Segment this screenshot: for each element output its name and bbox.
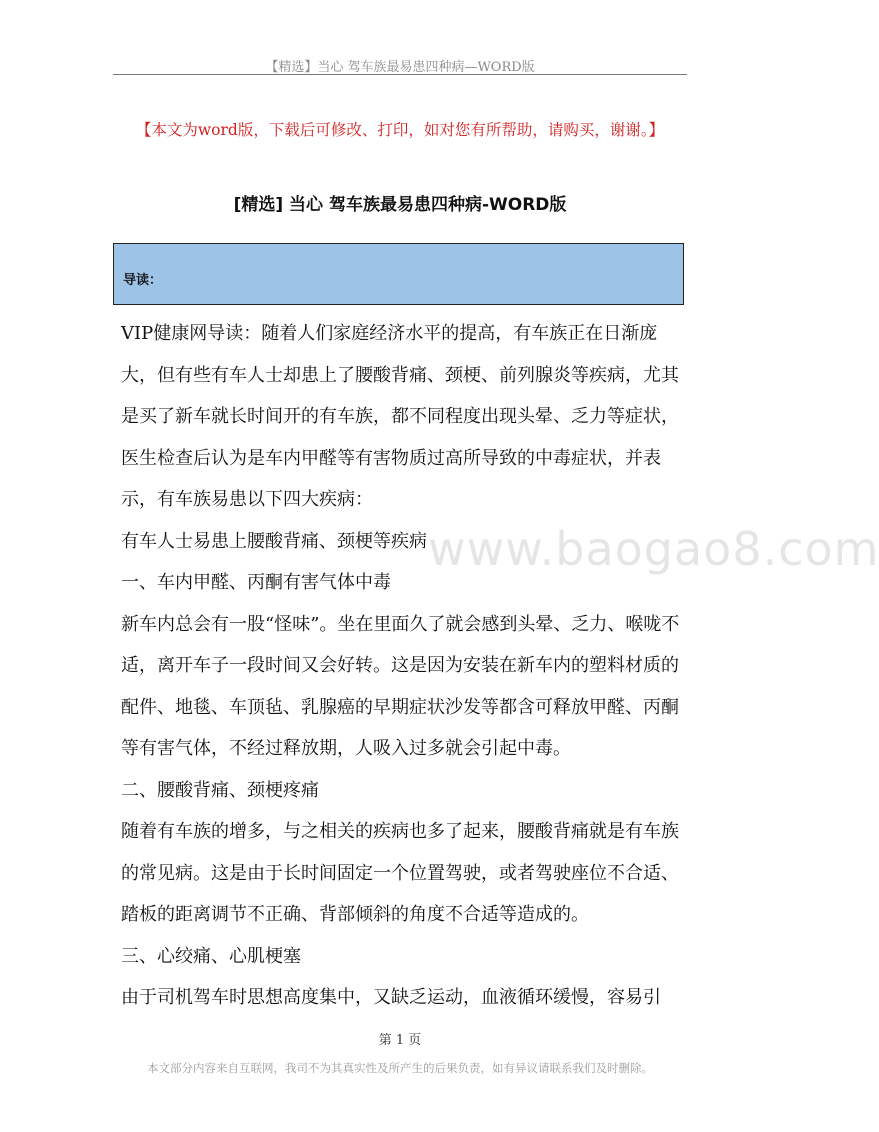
document-title: [精选] 当心 驾车族最易患四种病-WORD版: [233, 195, 567, 215]
lead-label: 导读：: [123, 273, 163, 288]
section-heading-2: 二、腰酸背痛、颈梗疼痛: [121, 779, 319, 801]
section-paragraph-1: 新车内总会有一股“怪味”。坐在里面久了就会感到头晕、乏力、喉咙不适，离开车子一段时间又会好转。这是因为安装在新车内的塑料材质的配件、地毯、车顶毡、乳腺癌的早期症状沙发等都含可释放甲醛、丙酮等有害气体，不经过释放期，人吸入过多就会引起中毒。: [121, 613, 680, 759]
subtitle-line: 有车人士易患上腰酸背痛、颈梗等疾病: [121, 530, 427, 552]
purchase-notice: 【本文为word版，下载后可修改、打印，如对您有所帮助，请购买，谢谢。】: [135, 121, 665, 139]
intro-paragraph: VIP健康网导读：随着人们家庭经济水平的提高，有车族正在日渐庞大，但有些有车人士却患上了腰酸背痛、颈梗、前列腺炎等疾病，尤其是买了新车就长时间开的有车族，都不同程度出现头晕、乏力等症状，医生检查后认为是车内甲醛等有害物质过高所导致的中毒症状，并表示，有车族易患以下四大疾病：: [121, 323, 679, 510]
article-body: [121, 313, 687, 1019]
page-number: 第 1 页: [378, 1033, 422, 1048]
header-divider: [113, 74, 687, 75]
watermark: www.baogao8.com: [428, 522, 879, 576]
running-header: 【精选】当心 驾车族最易患四种病—WORD版: [265, 60, 535, 75]
section-paragraph-2: 随着有车族的增多，与之相关的疾病也多了起来，腰酸背痛就是有车族的常见病。这是由于长时间固定一个位置驾驶，或者驾驶座位不合适、踏板的距离调节不正确、背部倾斜的角度不合适等造成的。: [121, 821, 679, 925]
lead-box: [113, 243, 684, 305]
section-paragraph-3: 由于司机驾车时思想高度集中，又缺乏运动，血液循环缓慢，容易引: [121, 987, 661, 1008]
footer-disclaimer: 本文部分内容来自互联网，我司不为其真实性及所产生的后果负责，如有异议请联系我们及时删除。: [147, 1061, 653, 1075]
section-heading-1: 一、车内甲醛、丙酮有害气体中毒: [121, 572, 391, 593]
section-heading-3: 三、心绞痛、心肌梗塞: [121, 945, 301, 967]
